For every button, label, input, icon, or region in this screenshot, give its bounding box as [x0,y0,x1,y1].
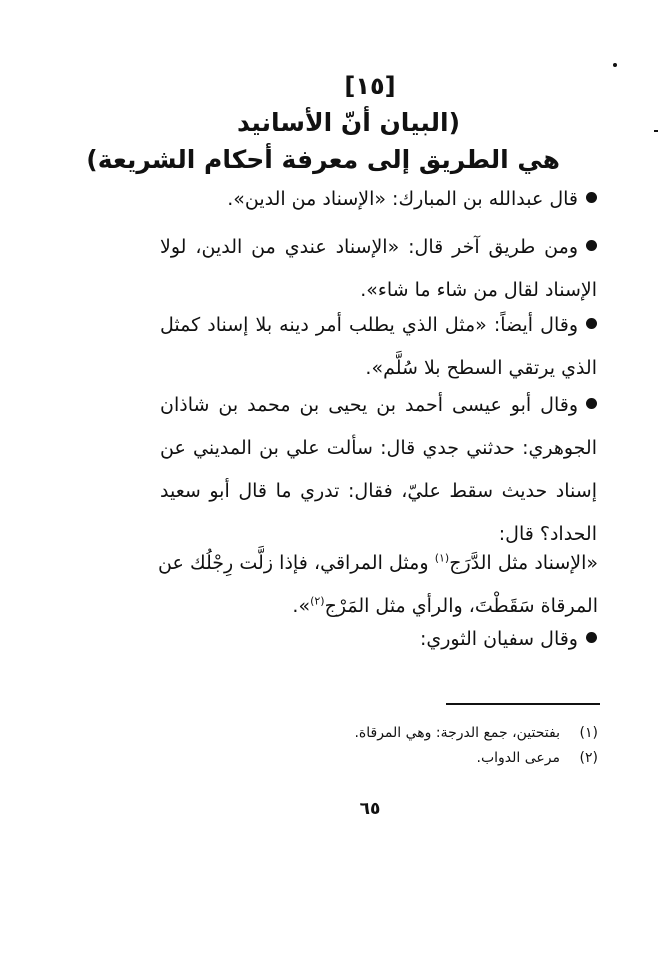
paragraph-sufyan [160,618,597,661]
footnote-2 [200,748,598,768]
paragraph-abu-isa [160,384,597,556]
paragraph-text: وقال أبو عيسى أحمد بن يحيى بن محمد بن شاذان الجوهري: حدثني جدي قال: سألت علي بن المديني عن إسناد حديث سقط عليّ، فقال: تدري ما قال أبو سعيد الحداد؟ قال: [160,394,597,545]
quote-text-part-3: ». [292,595,311,617]
paragraph-also-said [160,304,597,390]
paragraph-text: ومن طريق آخر قال: «الإسناد عندي من الدين، لولا الإسناد لقال من شاء ما شاء». [160,236,597,301]
footnote-text: مرعى الدواب. [476,750,560,766]
paragraph-text: قال عبدالله بن المبارك: «الإسناد من الدين». [227,188,578,210]
footnote-reference-1: (١) [434,551,450,565]
footnote-text: بفتحتين، جمع الدرجة: وهي المرقاة. [354,725,560,741]
bullet-icon [586,632,597,643]
paragraph-ibn-al-mubarak [160,178,597,221]
paragraph-another-route [160,226,597,312]
scan-speck-top [613,63,617,67]
footnote-number: (١) [579,725,598,741]
paragraph-text: وقال سفيان الثوري: [419,628,578,650]
quoted-saying [158,542,598,628]
paragraph-text: وقال أيضاً: «مثل الذي يطلب أمر دينه بلا إسناد كمثل الذي يرتقي السطح بلا سُلَّم». [160,314,597,379]
chapter-title-line-2: هي الطريق إلى معرفة أحكام الشريعة) [86,145,560,174]
footnote-1 [200,723,598,743]
bullet-icon [586,192,597,203]
footnote-divider [446,703,600,705]
bullet-icon [586,398,597,409]
page-number: ٦٥ [359,799,381,819]
quote-text-part-1: «الإسناد مثل الدَّرَج [449,552,598,574]
quote-text-part-2: ومثل المراقي، فإذا زلَّت رِجْلُك عن المرقاة سَقَطْتَ، والرأي مثل المَرْج [158,552,598,617]
footnote-number: (٢) [579,750,598,766]
section-number: [١٥] [344,72,396,100]
bullet-icon [586,240,597,251]
chapter-title-line-1: (البيان أنّ الأسانيد [236,108,460,137]
bullet-icon [586,318,597,329]
footnote-reference-2: (٢) [310,594,325,608]
scan-speck-edge [654,130,658,132]
